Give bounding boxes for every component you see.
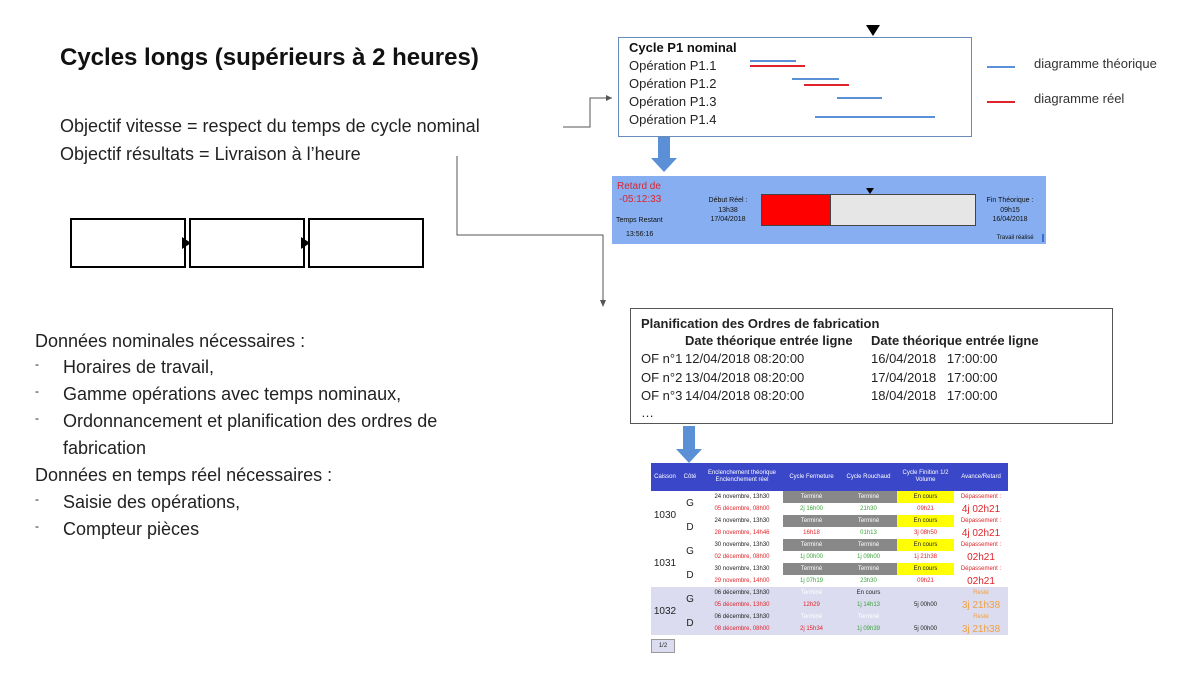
realtime-item-text: Compteur pièces bbox=[63, 519, 200, 539]
table-header-cell: Cycle Fermeture bbox=[783, 463, 840, 491]
table-row bbox=[651, 575, 1008, 587]
remaining-label: Temps Restant bbox=[616, 217, 663, 224]
end-date: 16/04/2018 bbox=[992, 216, 1028, 223]
legend-theoretical: diagramme théorique bbox=[1034, 56, 1157, 71]
caisson-cell: 1031 bbox=[653, 557, 677, 569]
theoretical-date-cell: 06 décembre, 13h30 bbox=[701, 587, 783, 599]
gantt-operation: Opération P1.1 bbox=[629, 58, 717, 73]
table-header-cell: Avance/Retard bbox=[954, 463, 1008, 491]
cycle-duration-cell: 01h13 bbox=[860, 530, 877, 536]
work-done-label: Travail réalisé bbox=[996, 235, 1034, 241]
status-label-cell: Dépassement : bbox=[960, 566, 1002, 572]
planning-date-start: 14/04/2018 08:20:00 bbox=[685, 388, 805, 403]
delay-value: -05:12:33 bbox=[619, 194, 662, 205]
cycle-status-cell bbox=[897, 611, 954, 623]
cycle-duration-cell: 2j 16h00 bbox=[799, 506, 824, 512]
table-row bbox=[651, 539, 1008, 551]
cycle-duration-cell: 16h18 bbox=[803, 530, 820, 536]
gantt-operation: Opération P1.3 bbox=[629, 94, 717, 109]
end-label: Fin Théorique : bbox=[986, 197, 1034, 204]
planning-of: OF n°1 bbox=[641, 351, 683, 366]
planning-of: OF n°3 bbox=[641, 388, 683, 403]
gantt-bar-theoretical bbox=[815, 116, 935, 118]
theoretical-date-cell: 24 novembre, 13h30 bbox=[714, 494, 770, 500]
caisson-cell: 1032 bbox=[651, 587, 679, 635]
nominal-item-text: Gamme opérations avec temps nominaux, bbox=[63, 384, 402, 404]
cycle-duration-cell: 1j 00h00 bbox=[799, 554, 824, 560]
planning-of: OF n°2 bbox=[641, 370, 683, 385]
cycle-status-cell: Terminé bbox=[783, 515, 840, 527]
table-row bbox=[651, 515, 1008, 527]
table-row bbox=[651, 563, 1008, 575]
legend-line-theoretical bbox=[987, 66, 1015, 68]
gantt-bar-real bbox=[804, 84, 849, 86]
gantt-bar-theoretical bbox=[750, 60, 796, 62]
nominal-item-continued: fabrication bbox=[63, 438, 147, 458]
table-row bbox=[651, 491, 1008, 503]
table-row bbox=[651, 551, 1008, 563]
planning-panel bbox=[630, 308, 1113, 424]
tracking-table bbox=[651, 463, 1008, 653]
theoretical-date-cell: 30 novembre, 13h30 bbox=[714, 542, 770, 548]
table-row bbox=[651, 587, 1008, 599]
table-body bbox=[651, 491, 1008, 635]
status-value-cell: 3j 21h38 bbox=[954, 623, 1008, 635]
real-date-cell: 28 novembre, 14h46 bbox=[714, 530, 770, 536]
realtime-heading: Données en temps réel nécessaires : bbox=[35, 465, 333, 485]
dash-icon: - bbox=[35, 492, 39, 506]
cycle-status-cell: Terminé bbox=[840, 611, 897, 623]
end-time: 09h15 bbox=[1000, 207, 1020, 214]
gantt-bar-theoretical bbox=[837, 97, 882, 99]
table-row bbox=[651, 623, 1008, 635]
real-date-cell: 08 décembre, 08h00 bbox=[701, 623, 783, 635]
status-value-cell: 4j 02h21 bbox=[961, 503, 1001, 515]
work-done-indicator bbox=[1042, 234, 1044, 242]
cycle-status-cell: Terminé bbox=[840, 491, 897, 503]
process-box-3 bbox=[308, 218, 424, 268]
progress-panel bbox=[612, 176, 1046, 244]
realtime-item bbox=[35, 492, 240, 513]
cycle-status-cell: En cours bbox=[897, 563, 954, 575]
planning-col-end: Date théorique entrée ligne bbox=[871, 333, 1039, 348]
objective-results: Objectif résultats = Livraison à l’heure bbox=[60, 144, 361, 164]
cycle-status-cell: En cours bbox=[897, 539, 954, 551]
side-cell: G bbox=[679, 587, 701, 611]
remaining-value: 13:56:16 bbox=[626, 231, 654, 238]
start-label: Début Réel : bbox=[708, 197, 748, 204]
planning-date-start: 13/04/2018 08:20:00 bbox=[685, 370, 805, 385]
planning-col-start: Date théorique entrée ligne bbox=[685, 333, 853, 348]
status-label-cell: Dépassement : bbox=[960, 542, 1002, 548]
status-value-cell: 02h21 bbox=[967, 575, 995, 587]
cycle-duration-cell: 1j 14h13 bbox=[840, 599, 897, 611]
nominal-item-text: Ordonnancement et planification des ordres de bbox=[63, 411, 438, 431]
realtime-item-text: Saisie des opérations, bbox=[63, 492, 241, 512]
table-header-cell: Cycle Rouchaud bbox=[840, 463, 897, 491]
legend-real: diagramme réel bbox=[1034, 91, 1125, 106]
cycle-status-cell: En cours bbox=[840, 587, 897, 599]
nominal-item-text: Horaires de travail, bbox=[63, 357, 215, 377]
gantt-title: Cycle P1 nominal bbox=[629, 40, 737, 55]
cycle-duration-cell: 1j 09h00 bbox=[856, 554, 881, 560]
nominal-item bbox=[35, 357, 214, 378]
side-cell: D bbox=[686, 521, 694, 533]
legend-line-real bbox=[987, 101, 1015, 103]
real-date-cell: 02 décembre, 08h00 bbox=[714, 554, 770, 560]
delay-label: Retard de bbox=[617, 181, 661, 192]
cycle-duration-cell: 2j 15h34 bbox=[783, 623, 840, 635]
cycle-status-cell: Terminé bbox=[840, 515, 897, 527]
cycle-duration-cell: 1j 07h19 bbox=[799, 578, 824, 584]
dash-icon: - bbox=[35, 384, 39, 398]
progress-fill bbox=[762, 195, 831, 225]
table-header bbox=[651, 463, 1008, 491]
theoretical-date-cell: 30 novembre, 13h30 bbox=[714, 566, 770, 572]
caisson-cell: 1030 bbox=[653, 509, 677, 521]
cycle-status-cell: Terminé bbox=[840, 539, 897, 551]
cycle-duration-cell: 12h29 bbox=[783, 599, 840, 611]
gantt-bar-theoretical bbox=[792, 78, 839, 80]
status-label-cell: Reste bbox=[954, 611, 1008, 623]
status-label-cell: Dépassement : bbox=[960, 494, 1002, 500]
cycle-duration-cell: 09h21 bbox=[917, 506, 934, 512]
real-date-cell: 05 décembre, 08h00 bbox=[714, 506, 770, 512]
pagination-button[interactable]: 1/2 bbox=[651, 639, 675, 653]
cycle-duration-cell: 5j 00h00 bbox=[897, 599, 954, 611]
cycle-duration-cell: 21h30 bbox=[860, 506, 877, 512]
cycle-status-cell: En cours bbox=[897, 515, 954, 527]
cycle-duration-cell: 1j 09h39 bbox=[840, 623, 897, 635]
real-date-cell: 29 novembre, 14h00 bbox=[714, 578, 770, 584]
nominal-item bbox=[35, 384, 401, 405]
dash-icon: - bbox=[35, 357, 39, 371]
dash-icon: - bbox=[35, 519, 39, 533]
side-cell: G bbox=[686, 497, 694, 509]
gantt-operation: Opération P1.2 bbox=[629, 76, 717, 91]
table-row bbox=[651, 599, 1008, 611]
cycle-status-cell: Terminé bbox=[783, 491, 840, 503]
cycle-status-cell: En cours bbox=[897, 491, 954, 503]
status-value-cell: 4j 02h21 bbox=[961, 527, 1001, 539]
status-label-cell: Dépassement : bbox=[960, 518, 1002, 524]
theoretical-date-cell: 24 novembre, 13h30 bbox=[714, 518, 770, 524]
side-cell: D bbox=[686, 569, 694, 581]
objective-speed: Objectif vitesse = respect du temps de cycle nominal bbox=[60, 116, 480, 136]
start-time: 13h38 bbox=[718, 207, 738, 214]
cycle-status-cell: Terminé bbox=[783, 611, 840, 623]
process-box-1 bbox=[70, 218, 186, 268]
table-header-cell: Enclenchement théorique Enclenchement réel bbox=[701, 463, 783, 491]
planning-date-start: 12/04/2018 08:20:00 bbox=[685, 351, 805, 366]
cycle-status-cell: Terminé bbox=[783, 563, 840, 575]
cycle-status-cell bbox=[897, 587, 954, 599]
start-date: 17/04/2018 bbox=[710, 216, 746, 223]
cycle-duration-cell: 09h21 bbox=[917, 578, 934, 584]
cycle-status-cell: Terminé bbox=[783, 587, 840, 599]
table-row bbox=[651, 527, 1008, 539]
cycle-duration-cell: 3j 08h50 bbox=[913, 530, 938, 536]
planning-title: Planification des Ordres de fabrication bbox=[641, 316, 880, 331]
theoretical-date-cell: 06 décembre, 13h30 bbox=[701, 611, 783, 623]
table-header-cell: Côté bbox=[679, 463, 701, 491]
status-label-cell: Reste bbox=[954, 587, 1008, 599]
side-cell: G bbox=[686, 545, 694, 557]
dash-icon: - bbox=[35, 411, 39, 425]
cycle-duration-cell: 1j 21h38 bbox=[913, 554, 938, 560]
planning-date-end: 18/04/2018 17:00:00 bbox=[871, 388, 998, 403]
progress-marker-icon bbox=[866, 188, 874, 194]
nominal-item bbox=[35, 411, 437, 432]
cycle-duration-cell: 23h30 bbox=[860, 578, 877, 584]
table-header-cell: Cycle Finition 1/2 Volume bbox=[897, 463, 954, 491]
cycle-status-cell: Terminé bbox=[783, 539, 840, 551]
status-value-cell: 3j 21h38 bbox=[954, 599, 1008, 611]
gantt-bar-real bbox=[750, 65, 805, 67]
nominal-heading: Données nominales nécessaires : bbox=[35, 331, 306, 351]
cycle-duration-cell: 5j 00h00 bbox=[897, 623, 954, 635]
planning-date-end: 16/04/2018 17:00:00 bbox=[871, 351, 998, 366]
table-row bbox=[651, 611, 1008, 623]
planning-ellipsis: … bbox=[641, 405, 654, 420]
cycle-status-cell: Terminé bbox=[840, 563, 897, 575]
process-box-2 bbox=[189, 218, 305, 268]
side-cell: D bbox=[679, 611, 701, 635]
planning-date-end: 17/04/2018 17:00:00 bbox=[871, 370, 998, 385]
gantt-operation: Opération P1.4 bbox=[629, 112, 717, 127]
slide-title: Cycles longs (supérieurs à 2 heures) bbox=[60, 44, 479, 71]
real-date-cell: 05 décembre, 13h30 bbox=[701, 599, 783, 611]
progress-bar bbox=[761, 194, 976, 226]
gantt-panel bbox=[618, 37, 972, 137]
table-header-cell: Caisson bbox=[651, 463, 679, 491]
table-row bbox=[651, 503, 1008, 515]
realtime-item bbox=[35, 519, 199, 540]
status-value-cell: 02h21 bbox=[967, 551, 995, 563]
